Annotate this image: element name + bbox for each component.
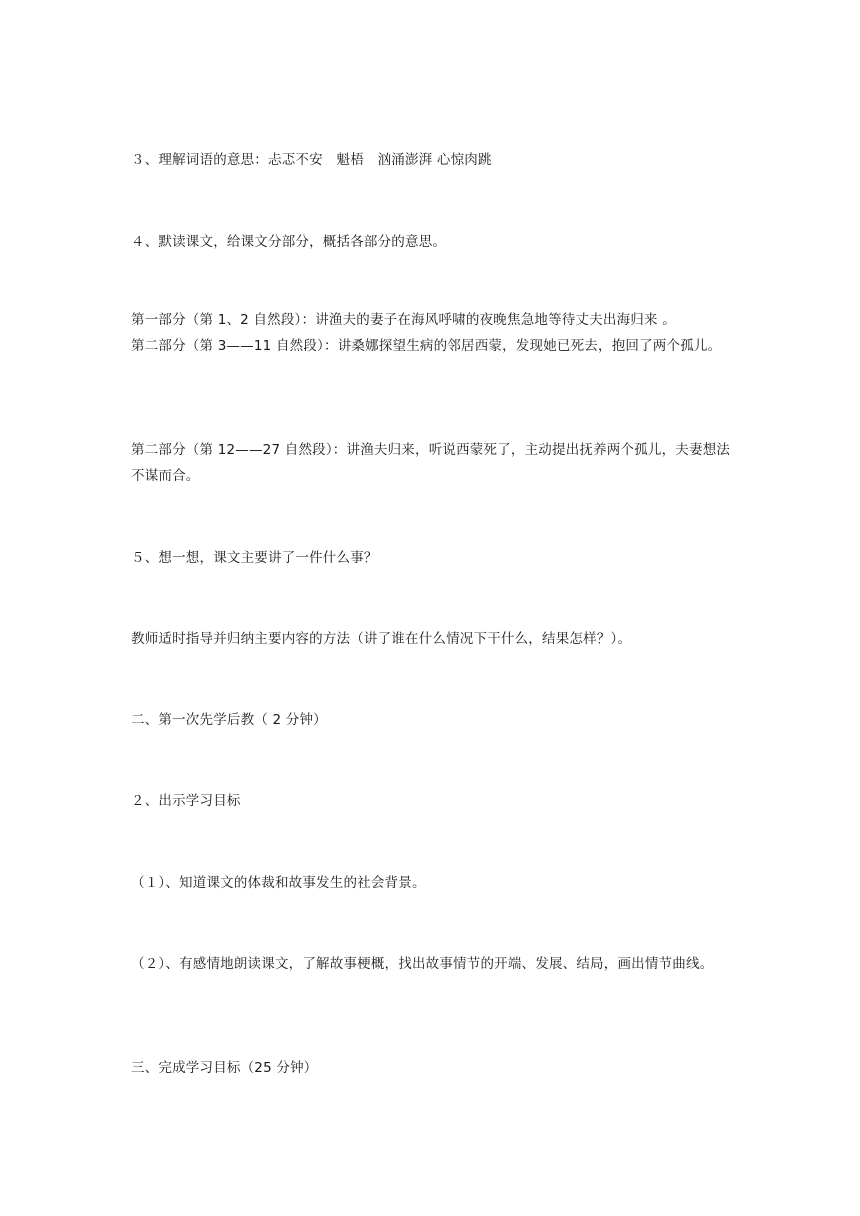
- part-one-summary: 第一部分（第 1、2 自然段）：讲渔夫的妻子在海风呼啸的夜晚焦急地等待丈夫出海归来 。: [131, 312, 676, 328]
- section-three-heading: 三、完成学习目标（25 分钟）: [131, 1060, 318, 1076]
- part-two-summary: 第二部分（第 3——11 自然段）：讲桑娜探望生病的邻居西蒙，发现她已死去，抱回了两个孤儿。: [131, 338, 722, 354]
- part-three-summary: 第二部分（第 12——27 自然段）：讲渔夫归来，听说西蒙死了，主动提出抚养两个孤儿，夫妻想法不谋而合。: [131, 442, 731, 484]
- goal-one: （１）、知道课文的体裁和故事发生的社会背景。: [131, 875, 426, 891]
- item-show-goals: ２、出示学习目标: [131, 793, 241, 809]
- teacher-guidance: 教师适时指导并归纳主要内容的方法（讲了谁在什么情况下干什么，结果怎样？）。: [131, 631, 632, 647]
- item-silent-reading: ４、默读课文，给课文分部分，概括各部分的意思。: [131, 234, 447, 250]
- goal-two: （２）、有感情地朗读课文，了解故事梗概，找出故事情节的开端、发展、结局，画出情节曲线。: [131, 956, 714, 972]
- section-two-heading: 二、第一次先学后教（ 2 分钟）: [131, 712, 327, 728]
- item-main-idea-question: ５、想一想，课文主要讲了一件什么事？: [131, 550, 378, 566]
- item-understand-words: ３、理解词语的意思：忐忑不安 魁梧 汹涌澎湃 心惊肉跳: [131, 152, 492, 168]
